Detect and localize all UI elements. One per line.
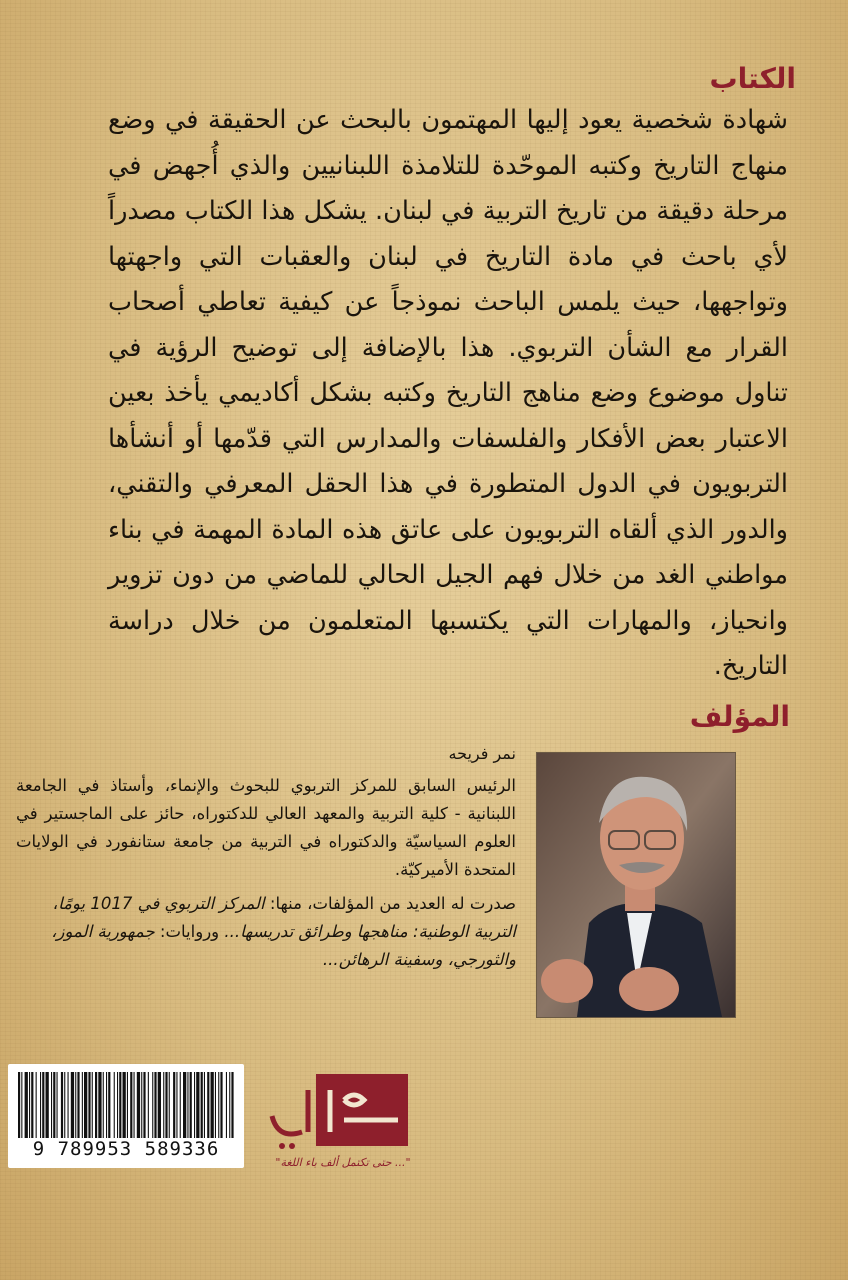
- barcode-bar: [194, 1072, 195, 1138]
- barcode-bar: [190, 1072, 192, 1138]
- isbn-barcode: [8, 1064, 244, 1168]
- barcode-bar: [88, 1072, 90, 1138]
- isbn-number: 9 789953 589336: [32, 1138, 220, 1160]
- publisher-tagline: "... حتى تكتمل ألف باء اللغة": [275, 1156, 411, 1169]
- barcode-bar: [123, 1072, 126, 1138]
- barcode-bar: [31, 1072, 33, 1138]
- barcode-bar: [220, 1072, 222, 1138]
- barcode-bar: [134, 1072, 135, 1138]
- author-info: [16, 740, 516, 974]
- barcode-bar: [46, 1072, 49, 1138]
- barcode-bar: [98, 1072, 101, 1138]
- works-separator: ،: [52, 894, 59, 913]
- work-title-2: التربية الوطنية: مناهجها وطرائق تدريسها...: [224, 922, 516, 941]
- barcode-bar: [82, 1072, 83, 1138]
- barcode-bar: [18, 1072, 20, 1138]
- barcode-bar: [226, 1072, 227, 1138]
- barcode-bar: [103, 1072, 104, 1138]
- barcode-bar: [29, 1072, 30, 1138]
- barcode-bar: [57, 1072, 58, 1138]
- author-section-heading: المؤلف: [689, 700, 790, 733]
- barcode-bar: [108, 1072, 110, 1138]
- barcode-bar: [84, 1072, 87, 1138]
- work-title-3: جمهورية الموز، والثورجي، وسفينة الرهائن...: [51, 922, 516, 969]
- barcode-bar: [154, 1072, 156, 1138]
- barcode-bar: [95, 1072, 97, 1138]
- barcode-bar: [92, 1072, 93, 1138]
- barcode-bar: [176, 1072, 177, 1138]
- barcode-bar: [173, 1072, 175, 1138]
- publisher-logo: [258, 1070, 428, 1180]
- barcode-bar: [127, 1072, 128, 1138]
- barcode-bar: [25, 1072, 28, 1138]
- barcode-bar: [211, 1072, 214, 1138]
- alif-yaa-logo-icon: [258, 1070, 428, 1154]
- barcode-bar: [106, 1072, 107, 1138]
- barcode-bar: [143, 1072, 145, 1138]
- barcode-bar: [183, 1072, 186, 1138]
- barcode-bar: [51, 1072, 52, 1138]
- barcode-bar: [53, 1072, 55, 1138]
- book-description: شهادة شخصية يعود إليها المهتمون بالبحث عن الحقيقة في وضع منهاج التاريخ وكتبه الموحّدة للتلامذة اللبنانيين والذي أُجهض في مرحلة دقيقة من تاريخ التربية في لبنان. يشكل هذا الكتاب مصدراً لأي باحث في مادة التاريخ في لبنان والعقبات التي واجهتها وتواجهها، حيث يلمس الباحث نموذجاً عن كيفية تعاطي أصحاب القرار مع الشأن التربوي. هذا بالإضافة إلى توضيح الرؤية في تناول موضوع وضع مناهج التاريخ وكتبه بشكل أكاديمي يأخذ بعين الاعتبار بعض الأفكار والفلسفات والمدارس التي قدّمها أو أنشأها التربويون في الدول المتطورة في هذا الحقل المعرفي والتقني، والدور الذي ألقاه التربويون على عاتق هذه المادة المهمة في بناء مواطني الغد من خلال فهم الجيل الحالي للماضي من دون تزوير وانحياز، والمهارات التي يكتسبها المتعلمون من خلال دراسة التاريخ.: [108, 105, 788, 681]
- barcode-bar: [204, 1072, 205, 1138]
- author-works: [16, 890, 516, 974]
- barcode-bar: [40, 1072, 41, 1138]
- barcode-bar: [117, 1072, 118, 1138]
- barcode-bar: [207, 1072, 209, 1138]
- barcode-bar: [64, 1072, 65, 1138]
- barcode-bar: [196, 1072, 199, 1138]
- works-intro: صدرت له العديد من المؤلفات، منها:: [264, 894, 516, 913]
- author-bio: الرئيس السابق للمركز التربوي للبحوث والإنماء، وأستاذ في الجامعة اللبنانية - كلية التربية والمعهد العالي للدكتوراه، حائز على الماجستير في العلوم السياسيّة والدكتوراه في التربية من جامعة ستانفورد في الولايات المتحدة الأميركيّة.: [16, 776, 516, 879]
- barcode-bar: [61, 1072, 63, 1138]
- barcode-bar: [218, 1072, 219, 1138]
- author-portrait-illustration: [537, 753, 735, 1017]
- novels-intro: وروايات:: [154, 922, 225, 941]
- author-name: نمر فريحه: [448, 744, 516, 763]
- barcode-bar: [71, 1072, 74, 1138]
- barcode-bar: [180, 1072, 181, 1138]
- barcode-bar: [75, 1072, 76, 1138]
- barcode-bar: [77, 1072, 79, 1138]
- barcode-bar: [119, 1072, 121, 1138]
- barcode-bar: [21, 1072, 22, 1138]
- barcode-bar: [163, 1072, 164, 1138]
- barcode-bar: [36, 1072, 37, 1138]
- barcode-bar: [42, 1072, 44, 1138]
- barcode-bar: [114, 1072, 115, 1138]
- barcode-bar: [141, 1072, 142, 1138]
- barcode-bar: [231, 1072, 233, 1138]
- barcode-bar: [152, 1072, 153, 1138]
- barcode-bar: [215, 1072, 216, 1138]
- barcode-bars: [16, 1072, 236, 1138]
- barcode-bar: [158, 1072, 161, 1138]
- barcode-bar: [68, 1072, 69, 1138]
- barcode-bar: [148, 1072, 149, 1138]
- barcode-bar: [201, 1072, 203, 1138]
- book-section-heading: الكتاب: [709, 62, 796, 95]
- barcode-bar: [130, 1072, 132, 1138]
- work-title-1: المركز التربوي في 1017 يومًا: [58, 894, 265, 913]
- barcode-bar: [165, 1072, 167, 1138]
- barcode-bar: [169, 1072, 170, 1138]
- barcode-bar: [229, 1072, 230, 1138]
- author-photo: [536, 752, 736, 1018]
- barcode-bar: [137, 1072, 140, 1138]
- barcode-bar: [187, 1072, 188, 1138]
